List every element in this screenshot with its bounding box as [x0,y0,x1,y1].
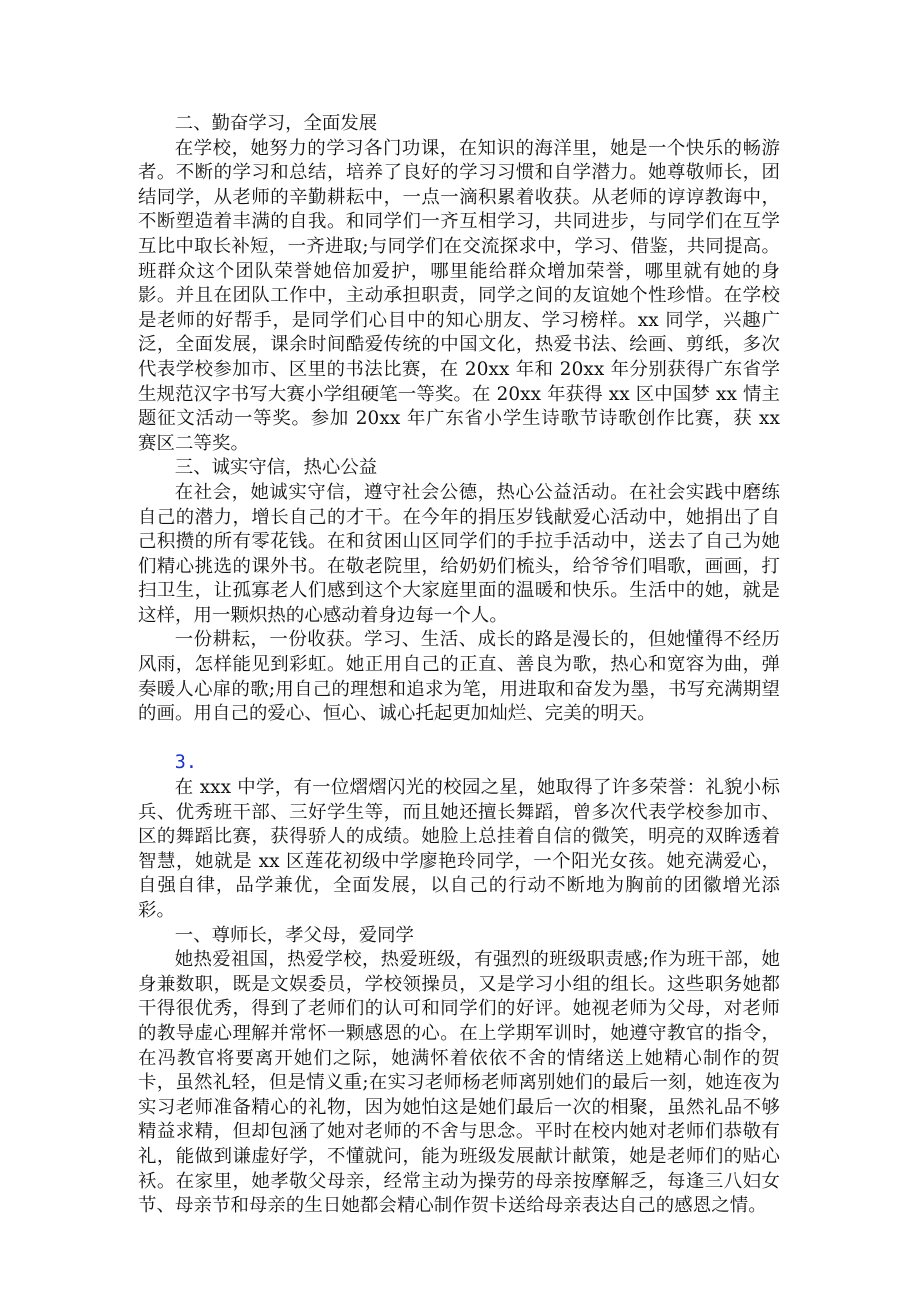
paragraph-study: 在学校，她努力的学习各门功课，在知识的海洋里，她是一个快乐的畅游者。不断的学习和总结，培养了良好的学习习惯和自学潜力。她尊敬师长，团结同学，从老师的辛勤耕耘中，一点一滴积累着收获。从老师的谆谆教诲中，不断塑造着丰满的自我。和同学们一齐互相学习，共同进步，与同学们在互学互比中取长补短，一齐进取;与同学们在交流探求中，学习、借鉴，共同提高。班群众这个团队荣誉她倍加爱护，哪里能给群众增加荣誉，哪里就有她的身影。并且在团队工作中，主动承担职责，同学之间的友谊她个性珍惜。在学校是老师的好帮手，是同学们心目中的知心朋友、学习榜样。xx 同学，兴趣广泛，全面发展，课余时间酷爱传统的中国文化，热爱书法、绘画、剪纸，多次代表学校参加市、区里的书法比赛，在 20xx 年和 20xx 年分别获得广东省学生规范汉字书写大赛小学组硬笔一等奖。在 20xx 年获得 xx 区中国梦 xx 情主题征文活动一等奖。参加 20xx 年广东省小学生诗歌节诗歌创作比赛，获 xx 赛区二等奖。 [138,137,780,454]
paragraph-conclusion: 一份耕耘，一份收获。学习、生活、成长的路是漫长的，但她懂得不经历风雨，怎样能见到彩虹。她正用自己的正直、善良为歌，热心和宽容为曲，弹奏暖人心扉的歌;用自己的理想和追求为笔，用进取和奋发为墨，书写充满期望的画。用自己的爱心、恒心、诚心托起更加灿烂、完美的明天。 [138,629,780,725]
section-heading-1: 一、尊师长，孝父母，爱同学 [174,924,414,946]
section-heading-2: 二、勤奋学习，全面发展 [174,113,378,134]
paragraph-intro: 在 xxx 中学，有一位熠熠闪光的校园之星，她取得了许多荣誉：礼貌小标兵、优秀班干部、三好学生等，而且她还擅长舞蹈，曾多次代表学校参加市、区的舞蹈比赛，获得骄人的成绩。她脸上总挂着自信的微笑，明亮的双眸透着智慧，她就是 xx 区莲花初级中学廖艳玲同学，一个阳光女孩。她充满爱心，自强自律，品学兼优，全面发展，以自己的行动不断地为胸前的团徽增光添彩。 [138,777,780,921]
paragraph-public-welfare: 在社会，她诚实守信，遵守社会公德，热心公益活动。在社会实践中磨练自己的潜力，增长自己的才干。在今年的捐压岁钱献爱心活动中，她捐出了自己积攒的所有零花钱。在和贫困山区同学们的手拉手活动中，送去了自己为她们精心挑选的课外书。在敬老院里，给奶奶们梳头，给爷爷们唱歌，画画，打扫卫生，让孤寡老人们感到这个大家庭里面的温暖和快乐。生活中的她，就是这样，用一颗炽热的心感动着身边每一个人。 [138,481,780,626]
document-page [138,112,780,1219]
paragraph-respect: 她热爱祖国，热爱学校，热爱班级，有强烈的班级职责感;作为班干部，她身兼数职，既是文娱委员，学校领操员，又是学习小组的组长。这些职务她都干得很优秀，得到了老师们的认可和同学们的好评。她视老师为父母，对老师的教导虚心理解并常怀一颗感恩的心。在上学期军训时，她遵守教官的指令，在冯教官将要离开她们之际，她满怀着依依不舍的情绪送上她精心制作的贺卡，虽然礼轻，但是情义重;在实习老师杨老师离别她们的最后一刻，她连夜为实习老师准备精心的礼物，因为她怕这是她们最后一次的相聚，虽然礼品不够精益求精，但却包涵了她对老师的不舍与思念。平时在校内她对老师们恭敬有礼，能做到谦虚好学，不懂就问，能为班级发展献计献策，她是老师们的贴心袄。在家里，她孝敬父母亲，经常主动为操劳的母亲按摩解乏，每逢三八妇女节、母亲节和母亲的生日她都会精心制作贺卡送给母亲表达自己的感恩之情。 [138,949,780,1217]
section-number: 3. [174,752,197,774]
blank-line [138,727,780,752]
section-heading-3: 三、诚实守信，热心公益 [174,457,378,479]
